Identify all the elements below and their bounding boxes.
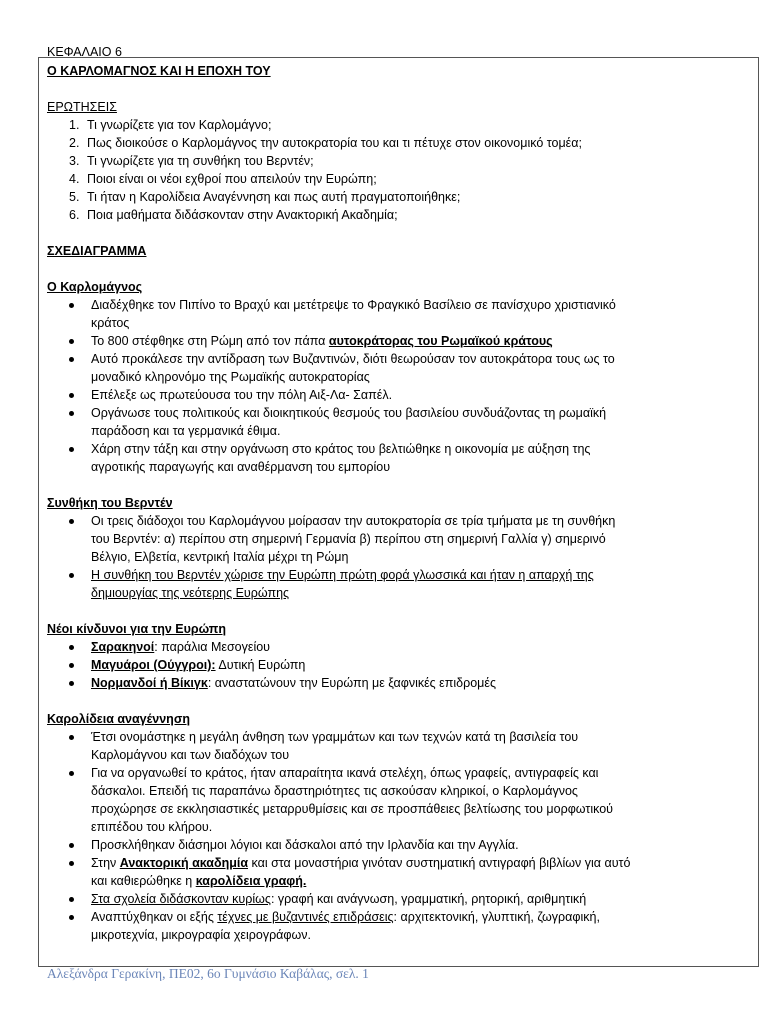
question-item: 3. Τι γνωρίζετε για τη συνθήκη του Βερντέν;	[69, 154, 314, 168]
question-item: 4. Ποιοι είναι οι νέοι εχθροί που απειλούν την Ευρώπη;	[69, 172, 377, 186]
question-item: 1. Τι γνωρίζετε για τον Καρλομάγνο;	[69, 118, 272, 132]
charlemagne-heading: Ο Καρλομάγνος	[47, 280, 143, 294]
dangers-heading: Νέοι κίνδυνοι για την Ευρώπη	[47, 622, 227, 636]
list-item: Για να οργανωθεί το κράτος, ήταν απαραίτητα ικανά στελέχη, όπως γραφείς, αντιγραφείς και δάσκαλοι. Επειδή τις παραπάνω δραστηριότητες τις ασκούσαν κληρικοί, ο Καρλομάγνος προχώρησε σε εκκλησιαστικές μεταρρυθμίσεις και σε προσπάθειες βελτίωσης του μορφωτικού επιπέδου του κλήρου.	[47, 764, 752, 836]
list-item: Οργάνωσε τους πολιτικούς και διοικητικούς θεσμούς του βασιλείου συνδυάζοντας τη ρωμαϊκή παράδοση και τα γερμανικά έθιμα.	[47, 404, 752, 440]
outline-heading: ΣΧΕΔΙΑΓΡΑΜΜΑ	[47, 244, 147, 258]
dangers-list	[47, 638, 752, 692]
questions-heading: ΕΡΩΤΗΣΕΙΣ	[47, 100, 117, 114]
question-item: 2. Πως διοικούσε ο Καρλομάγνος την αυτοκρατορία του και τι πέτυχε στον οικονομικό τομέα;	[69, 136, 582, 150]
list-item: Σαρακηνοί: παράλια Μεσογείου	[47, 638, 752, 656]
renaissance-heading: Καρολίδεια αναγέννηση	[47, 712, 190, 726]
renaissance-list	[47, 728, 752, 944]
document-body	[47, 62, 752, 944]
questions-list	[47, 116, 752, 224]
list-item: Οι τρεις διάδοχοι του Καρλομάγνου μοίρασαν την αυτοκρατορία σε τρία τμήματα με τη συνθήκη του Βερντέν: α) περίπου στη σημερινή Γερμανία β) περίπου στη σημερινή Γαλλία γ) σημερινό Βέλγιο, Ελβετία, κεντρική Ιταλία μέχρι τη Ρώμη	[47, 512, 752, 566]
list-item: Το 800 στέφθηκε στη Ρώμη από τον πάπα αυτοκράτορας του Ρωμαϊκού κράτους	[47, 332, 752, 350]
chapter-label: ΚΕΦΑΛΑΙΟ 6	[47, 45, 122, 59]
list-item: Έτσι ονομάστηκε η μεγάλη άνθηση των γραμμάτων και των τεχνών κατά τη βασιλεία του Καρλομάγνου και των διαδόχων του	[47, 728, 752, 764]
list-item: Νορμανδοί ή Βίκιγκ: αναστατώνουν την Ευρώπη με ξαφνικές επιδρομές	[47, 674, 752, 692]
document-title: Ο ΚΑΡΛΟΜΑΓΝΟΣ ΚΑΙ Η ΕΠΟΧΗ ΤΟΥ	[47, 64, 271, 78]
list-item: Επέλεξε ως πρωτεύουσα του την πόλη Αιξ-Λα- Σαπέλ.	[47, 386, 752, 404]
list-item: Διαδέχθηκε τον Πιπίνο το Βραχύ και μετέτρεψε το Φραγκικό Βασίλειο σε πανίσχυρο χριστιανικό κράτος	[47, 296, 752, 332]
list-item: Αυτό προκάλεσε την αντίδραση των Βυζαντινών, διότι θεωρούσαν τον αυτοκράτορα τους ως το μοναδικό κληρονόμο της Ρωμαϊκής αυτοκρατορίας	[47, 350, 752, 386]
list-item: Η συνθήκη του Βερντέν χώρισε την Ευρώπη πρώτη φορά γλωσσικά και ήταν η απαρχή της δημιουργίας της νεότερης Ευρώπης	[47, 566, 752, 602]
question-item: 5. Τι ήταν η Καρολίδεια Αναγέννηση και πως αυτή πραγματοποιήθηκε;	[69, 190, 461, 204]
list-item: Στα σχολεία διδάσκονταν κυρίως: γραφή και ανάγνωση, γραμματική, ρητορική, αριθμητική	[47, 890, 752, 908]
list-item: Στην Ανακτορική ακαδημία και στα μοναστήρια γινόταν συστηματική αντιγραφή βιβλίων για αυτό και καθιερώθηκε η καρολίδεια γραφή.	[47, 854, 752, 890]
question-item: 6. Ποια μαθήματα διδάσκονταν στην Ανακτορική Ακαδημία;	[69, 208, 398, 222]
verdun-heading: Συνθήκη του Βερντέν	[47, 496, 173, 510]
page-footer: Αλεξάνδρα Γερακίνη, ΠΕ02, 6ο Γυμνάσιο Καβάλας, σελ. 1	[47, 966, 369, 981]
list-item: Προσκλήθηκαν διάσημοι λόγιοι και δάσκαλοι από την Ιρλανδία και την Αγγλία.	[47, 836, 752, 854]
charlemagne-list	[47, 296, 752, 476]
list-item: Χάρη στην τάξη και στην οργάνωση στο κράτος του βελτιώθηκε η οικονομία με αύξηση της αγροτικής παραγωγής και αναθέρμανση του εμπορίου	[47, 440, 752, 476]
list-item: Αναπτύχθηκαν οι εξής τέχνες με βυζαντινές επιδράσεις: αρχιτεκτονική, γλυπτική, ζωγραφική, μικροτεχνία, μικρογραφία χειρογράφων.	[47, 908, 752, 944]
verdun-list	[47, 512, 752, 602]
list-item: Μαγυάροι (Ούγγροι): Δυτική Ευρώπη	[47, 656, 752, 674]
